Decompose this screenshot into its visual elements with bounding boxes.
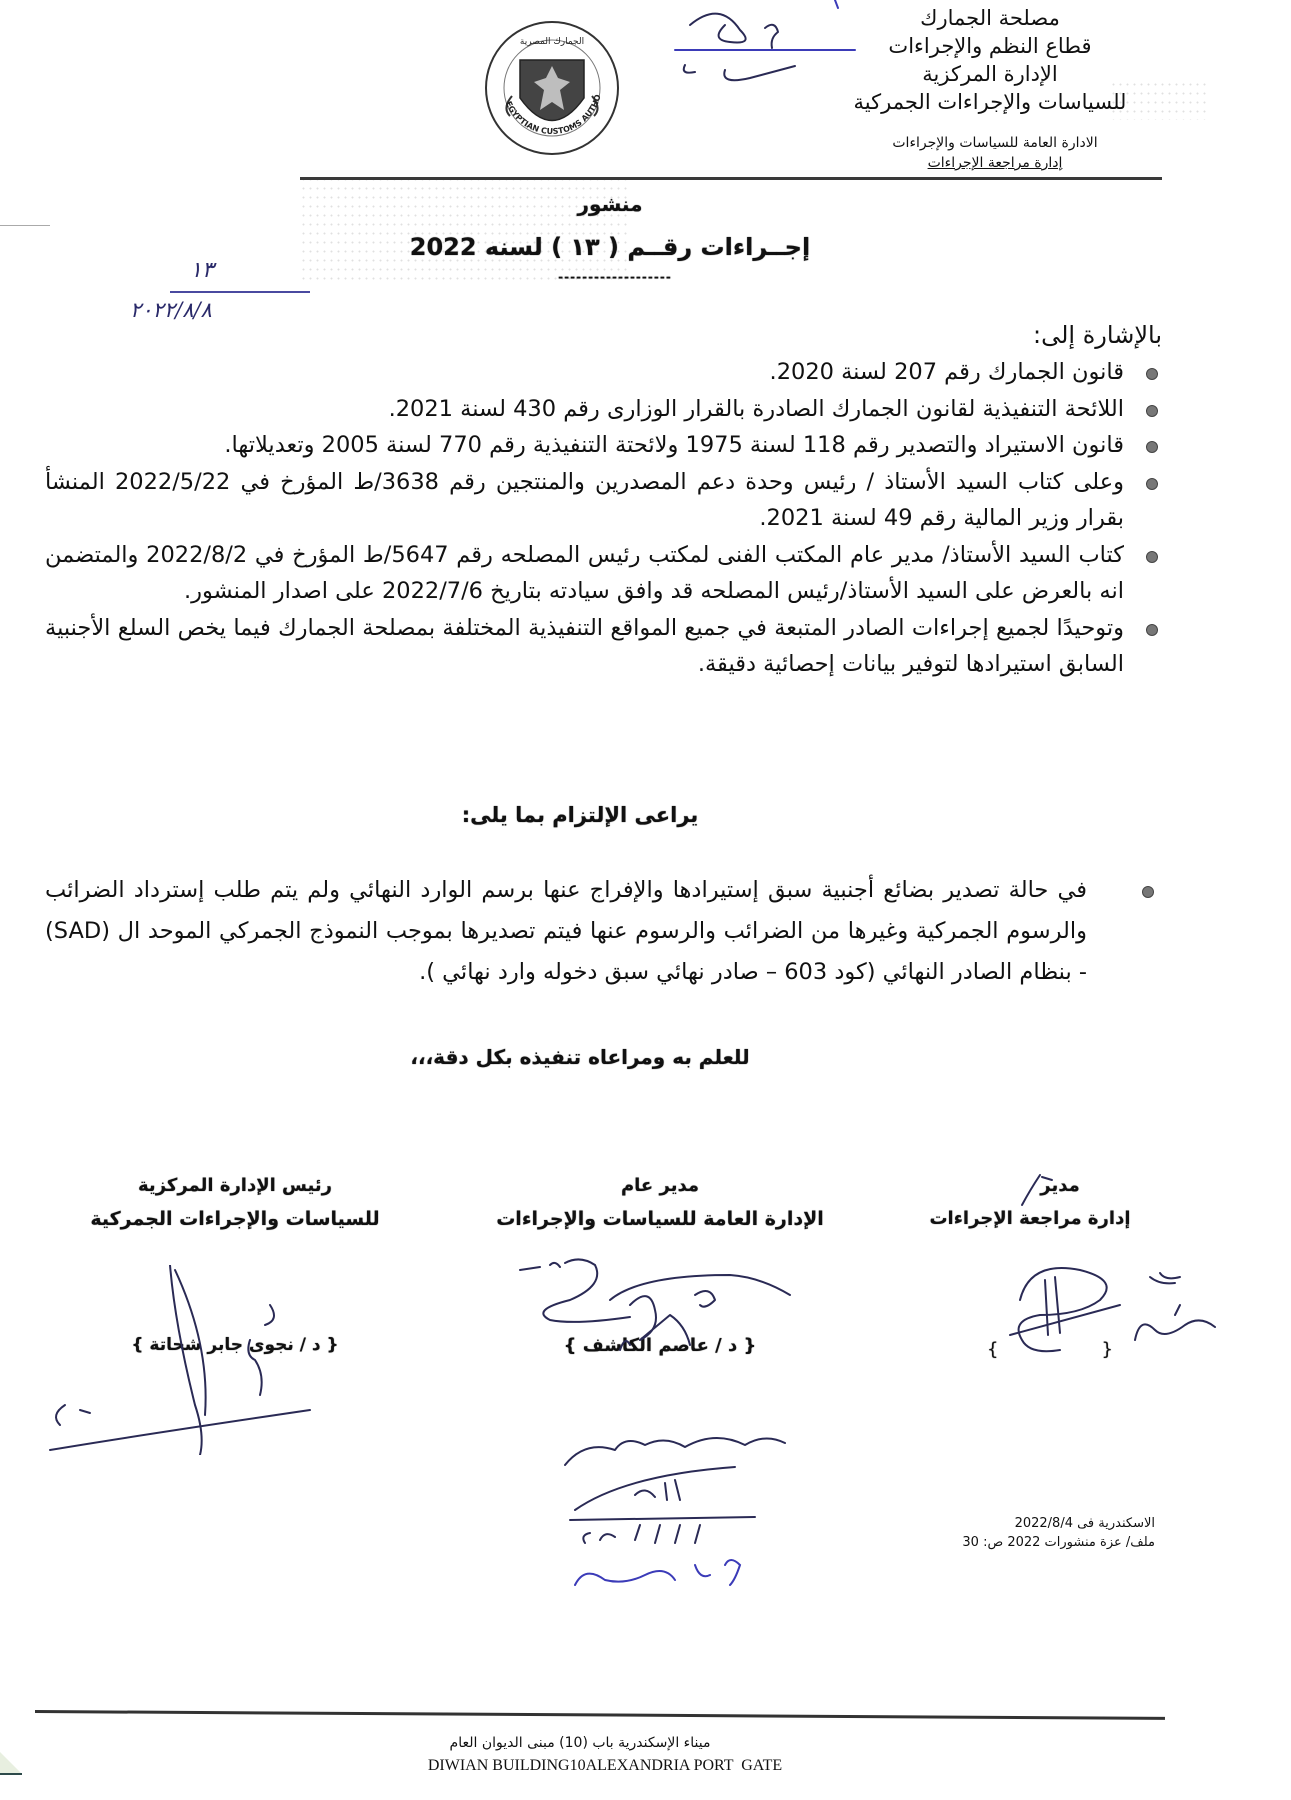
compliance-list xyxy=(45,870,1162,993)
signature-dept: للسياسات والإجراءات الجمركية xyxy=(90,1208,380,1230)
eagle-shield-emblem-icon xyxy=(482,18,622,158)
letterhead-line: الإدارة المركزية xyxy=(922,62,1058,86)
handwritten-registry-note xyxy=(555,1425,835,1600)
header-divider xyxy=(300,177,1162,180)
signature-dept: إدارة مراجعة الإجراءات xyxy=(929,1208,1131,1229)
circular-title: إجــراءات رقــم ( ١٣ ) لسنه 2022 xyxy=(409,233,811,261)
reference-item xyxy=(45,391,1162,428)
letterhead-line: للسياسات والإجراءات الجمركية xyxy=(853,90,1127,114)
handwritten-date: ٢٠٢٢/٨/٨ xyxy=(130,298,212,322)
svg-text:EGYPTIAN CUSTOMS AUTHORITY: EGYPTIAN CUSTOMS AUTHO xyxy=(503,93,603,137)
bullet-icon xyxy=(1146,368,1158,380)
title-separator: ------------------- xyxy=(558,270,672,284)
letterhead-line: قطاع النظم والإجراءات xyxy=(888,34,1092,58)
handwritten-signature-director xyxy=(960,1165,1260,1375)
reference-text: قانون الجمارك رقم 207 لسنة 2020. xyxy=(769,359,1124,385)
letterhead-subline: إدارة مراجعة الإجراءات xyxy=(927,155,1063,171)
signature-name: { } xyxy=(987,1339,1113,1360)
issue-file-ref: ملف/ عزة منشورات 2022 ص: 30 xyxy=(962,1535,1155,1550)
signature-title: مدير xyxy=(1040,1175,1080,1196)
reference-text: كتاب السيد الأستاذ/ مدير عام المكتب الفنى لمكتب رئيس المصلحه رقم 5647/ط المؤرخ في 2022/8/2 والمتضمن انه بالعرض على السيد الأستاذ/رئيس المصلحه قد وافق سيادته بتاريخ 2022/7/6 على اصدار المنشور. xyxy=(45,541,1124,604)
letterhead-line: مصلحة الجمارك xyxy=(920,6,1060,30)
scan-mark xyxy=(0,225,50,226)
reference-item xyxy=(45,610,1162,683)
issue-place-date: الاسكندرية فى 2022/8/4 xyxy=(1014,1516,1155,1531)
signature-dept: الإدارة العامة للسياسات والإجراءات xyxy=(496,1208,824,1230)
compliance-section xyxy=(45,870,1162,993)
references-intro: بالإشارة إلى: xyxy=(1033,321,1162,349)
reference-item xyxy=(45,464,1162,537)
signature-title: مدير عام xyxy=(620,1175,699,1196)
compliance-heading: يراعى الإلتزام بما يلى: xyxy=(461,803,699,827)
reference-text: وعلى كتاب السيد الأستاذ / رئيس وحدة دعم المصدرين والمنتجين رقم 3638/ط المؤرخ في 2022/5/22 المنشأ بقرار وزير المالية رقم 49 لسنة 2021. xyxy=(45,468,1124,531)
footer-address-ar: ميناء الإسكندرية باب (10) مبنى الديوان العام xyxy=(449,1735,711,1751)
handwritten-underline xyxy=(170,291,310,293)
compliance-item xyxy=(45,870,1162,993)
signature-title: رئيس الإدارة المركزية xyxy=(138,1175,332,1196)
customs-logo xyxy=(482,18,622,158)
circular-label: منشور xyxy=(577,192,643,216)
page-corner-line xyxy=(0,1773,22,1775)
compliance-text: في حالة تصدير بضائع أجنبية سبق إستيرادها والإفراج عنها برسم الوارد النهائي ولم يتم طلب إسترداد الضرائب والرسوم الجمركية وغيرها من الضرائب والرسوم عنها فيتم تصديرها بموجب النموذج الجمركي الموحد ال (SAD) - بنظام الصادر النهائي (كود 603 – صادر نهائي سبق دخوله وارد نهائي ). xyxy=(45,877,1087,985)
handwritten-signature-head xyxy=(40,1265,370,1455)
references-list xyxy=(45,354,1162,683)
issue-info xyxy=(930,1514,1155,1552)
letterhead-sub xyxy=(860,133,1130,173)
bullet-icon xyxy=(1146,551,1158,563)
footer-divider xyxy=(35,1710,1165,1720)
reference-item xyxy=(45,537,1162,610)
letterhead-subline: الادارة العامة للسياسات والإجراءات xyxy=(892,135,1098,151)
references-section xyxy=(45,318,1162,683)
signature-name: { د / عاصم الكاشف } xyxy=(563,1335,757,1356)
signature-name: { د / نجوى جابر شحاتة } xyxy=(131,1335,339,1355)
bullet-icon xyxy=(1146,478,1158,490)
handwritten-signature-top xyxy=(660,0,870,90)
bullet-icon xyxy=(1146,441,1158,453)
handwritten-signature-general-director xyxy=(500,1255,820,1365)
bullet-icon xyxy=(1142,886,1154,898)
reference-item xyxy=(45,354,1162,391)
reference-text: وتوحيدًا لجميع إجراءات الصادر المتبعة في جميع المواقع التنفيذية المختلفة بمصلحة الجمارك فيما يخص السلع الأجنبية السابق استيرادها لتوفير بيانات إحصائية دقيقة. xyxy=(45,614,1124,677)
footer-address-en: DIWIAN BUILDING10ALEXANDRIA PORT GATE xyxy=(427,1757,783,1774)
page-corner-mark xyxy=(0,1752,22,1774)
reference-item xyxy=(45,427,1162,464)
handwritten-number: ١٣ xyxy=(190,258,214,283)
bullet-icon xyxy=(1146,405,1158,417)
reference-text: اللائحة التنفيذية لقانون الجمارك الصادرة بالقرار الوزارى رقم 430 لسنة 2021. xyxy=(388,395,1124,422)
closing-statement: للعلم به ومراعاه تنفيذه بكل دقة،،، xyxy=(410,1045,750,1069)
bullet-icon xyxy=(1146,624,1158,636)
svg-text:الجمارك المصرية: الجمارك المصرية xyxy=(519,37,585,47)
letterhead xyxy=(830,4,1150,116)
reference-text: قانون الاستيراد والتصدير رقم 118 لسنة 1975 ولائحتة التنفيذية رقم 770 لسنة 2005 وتعديلاتها. xyxy=(224,432,1124,458)
